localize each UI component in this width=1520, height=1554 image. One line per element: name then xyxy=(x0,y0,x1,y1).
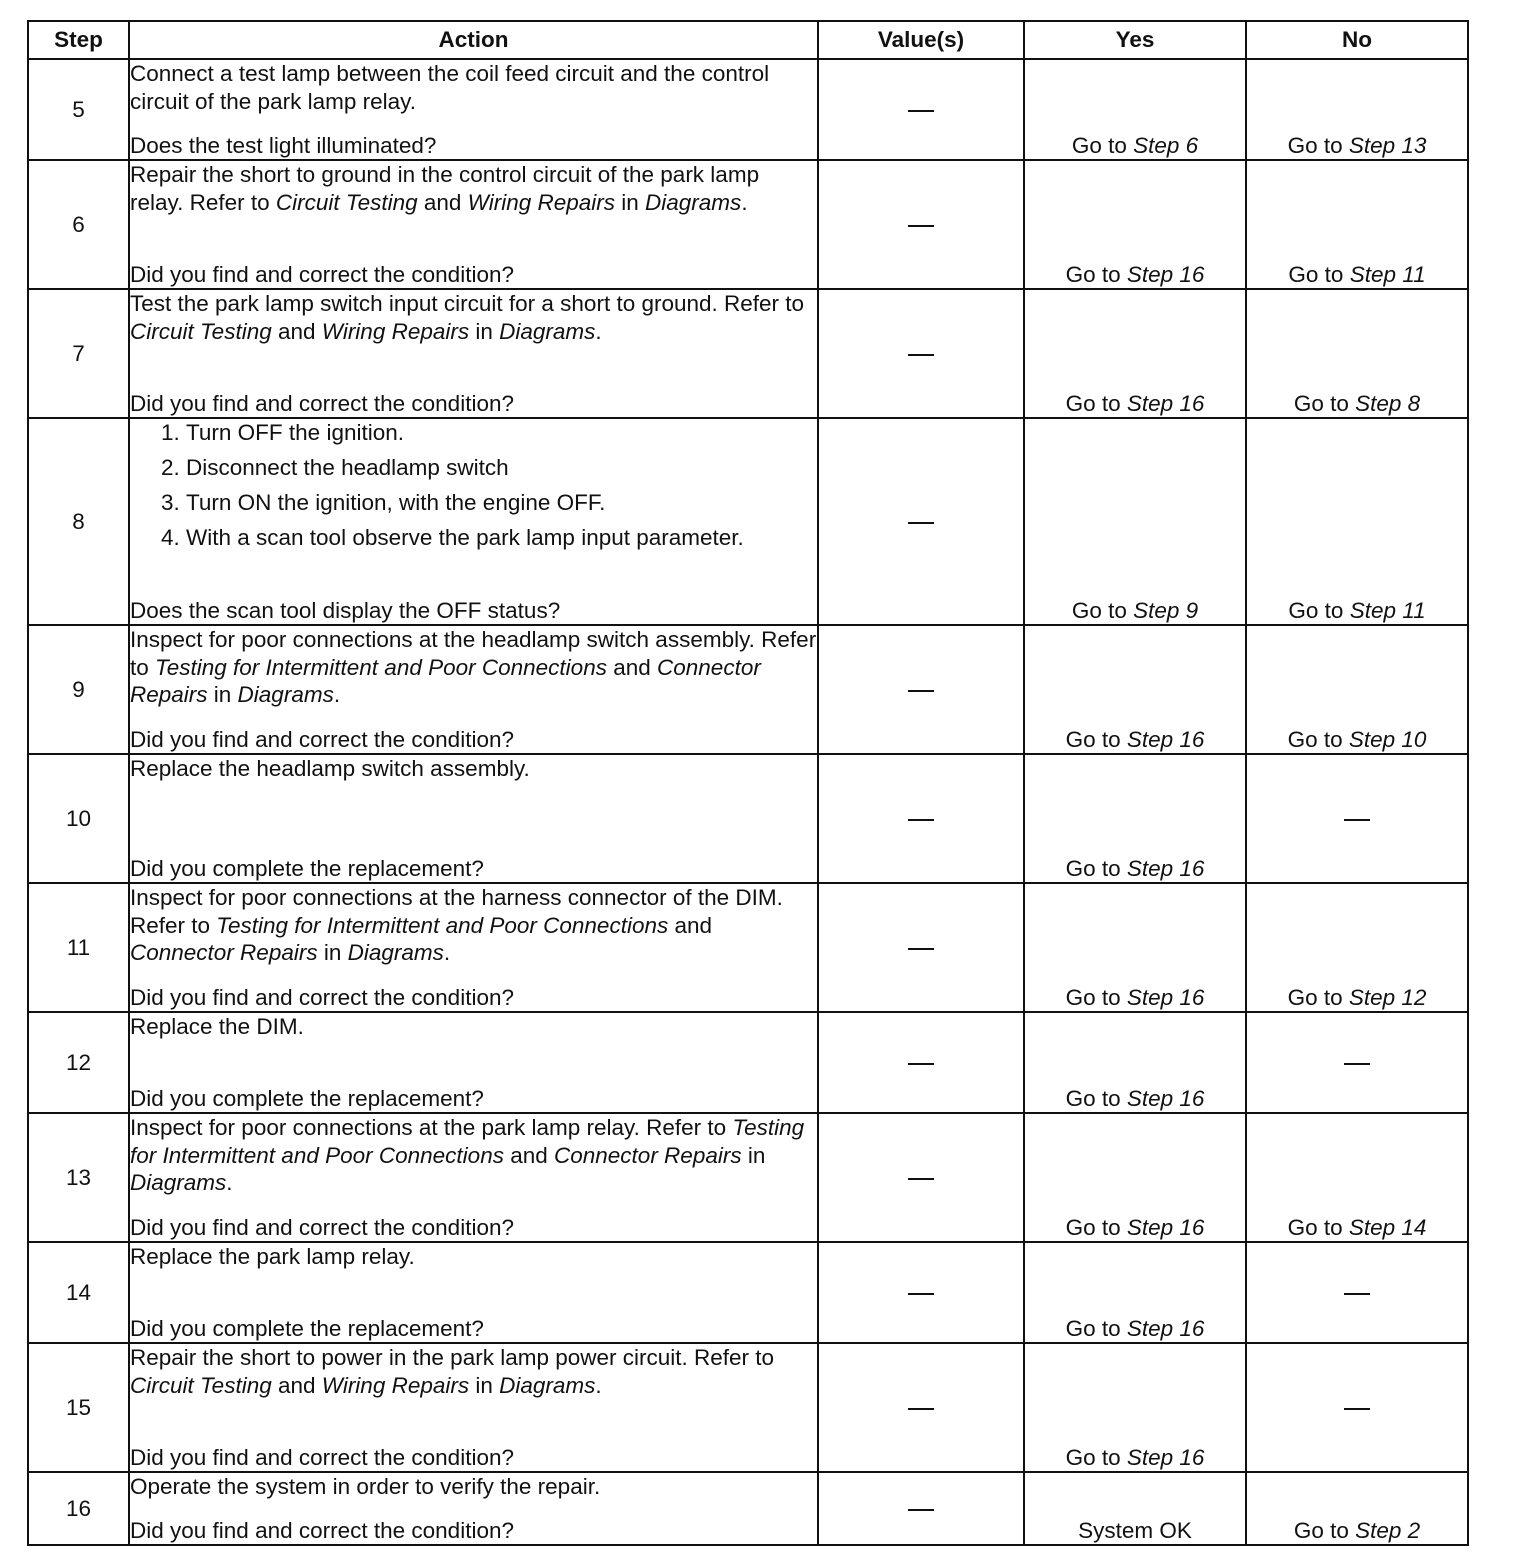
step-number: 8 xyxy=(28,418,129,625)
no-cell xyxy=(1246,625,1468,754)
yes-step-ref: Step 6 xyxy=(1133,133,1199,158)
instruction-text: in xyxy=(741,1142,766,1168)
table-body xyxy=(28,59,1468,1545)
action-cell xyxy=(129,289,818,418)
action-instruction xyxy=(130,1013,817,1041)
action-question: Did you complete the replacement? xyxy=(130,1315,484,1341)
no-cell xyxy=(1246,289,1468,418)
instruction-text: Connect a test lamp between the coil feed circuit and the control circuit of the park lamp relay. xyxy=(130,61,770,114)
values-cell xyxy=(818,59,1024,160)
header-row xyxy=(28,21,1468,59)
values-dash xyxy=(908,690,934,692)
action-content xyxy=(130,1243,817,1342)
no-goto-label: Go to xyxy=(1287,133,1349,158)
instruction-text: and xyxy=(503,1142,554,1168)
instruction-text: Inspect for poor connections at the park lamp relay. Refer to xyxy=(130,1115,733,1140)
step-number: 7 xyxy=(28,289,129,418)
no-cell xyxy=(1246,883,1468,1012)
header-no: No xyxy=(1246,21,1468,59)
action-cell xyxy=(129,883,818,1012)
action-content xyxy=(130,290,817,417)
action-question: Does the scan tool display the OFF status? xyxy=(130,597,561,623)
action-cell xyxy=(129,1343,818,1472)
values-dash xyxy=(908,1178,934,1180)
header-values: Value(s) xyxy=(818,21,1024,59)
reference-link-text: Diagrams xyxy=(499,1372,596,1398)
yes-step-ref: Step 16 xyxy=(1126,1215,1205,1240)
no-cell xyxy=(1246,1472,1468,1545)
yes-cell xyxy=(1024,59,1246,160)
no-cell xyxy=(1246,1113,1468,1242)
reference-link-text: Wiring Repairs xyxy=(321,318,470,344)
action-question: Did you find and correct the condition? xyxy=(130,390,514,416)
action-cell xyxy=(129,1472,818,1545)
action-instruction xyxy=(130,1473,817,1501)
yes-goto-label: Go to xyxy=(1065,1316,1127,1341)
action-step-item: 2. Disconnect the headlamp switch xyxy=(186,454,817,482)
instruction-text: Replace the headlamp switch assembly. xyxy=(130,756,530,781)
yes-goto-label: Go to xyxy=(1065,856,1127,881)
yes-goto-label: Go to xyxy=(1065,1215,1127,1240)
yes-step-ref: Step 16 xyxy=(1126,391,1205,416)
step-number: 15 xyxy=(28,1343,129,1472)
no-goto-label: Go to xyxy=(1287,985,1349,1010)
instruction-text: Operate the system in order to verify the repair. xyxy=(130,1474,601,1499)
instruction-text: . xyxy=(443,940,451,965)
reference-link-text: Diagrams xyxy=(237,682,334,707)
values-dash xyxy=(908,948,934,950)
instruction-text: in xyxy=(317,940,348,965)
step-number: 5 xyxy=(28,59,129,160)
action-instruction xyxy=(130,161,817,216)
reference-link-text: Testing for Intermittent and Poor Connections xyxy=(155,654,607,680)
yes-text: System OK xyxy=(1078,1518,1192,1543)
action-instruction xyxy=(130,1114,817,1197)
yes-goto-label: Go to xyxy=(1065,985,1127,1010)
action-instruction xyxy=(130,884,817,967)
values-cell xyxy=(818,289,1024,418)
yes-goto-label: Go to xyxy=(1065,1445,1127,1470)
instruction-text: and xyxy=(271,318,322,344)
yes-step-ref: Step 16 xyxy=(1126,262,1205,287)
action-cell xyxy=(129,1113,818,1242)
no-cell xyxy=(1246,1343,1468,1472)
yes-cell xyxy=(1024,1472,1246,1545)
action-content xyxy=(130,60,817,159)
action-question: Does the test light illuminated? xyxy=(130,132,437,158)
values-dash xyxy=(908,1509,934,1511)
action-instruction xyxy=(130,290,817,345)
reference-link-text: Connector Repairs xyxy=(554,1142,742,1168)
values-cell xyxy=(818,1113,1024,1242)
yes-step-ref: Step 9 xyxy=(1133,598,1199,623)
table-row xyxy=(28,1343,1468,1472)
action-question: Did you find and correct the condition? xyxy=(130,1517,514,1543)
yes-goto-label: Go to xyxy=(1065,391,1127,416)
table-row xyxy=(28,1113,1468,1242)
no-goto-label: Go to xyxy=(1293,391,1356,416)
step-number: 6 xyxy=(28,160,129,289)
reference-link-text: Wiring Repairs xyxy=(467,189,616,215)
instruction-text: Inspect for poor connections at the harness connector of the DIM. Refer to xyxy=(130,885,783,938)
table-row xyxy=(28,160,1468,289)
no-cell xyxy=(1246,1012,1468,1113)
reference-link-text: Diagrams xyxy=(130,1170,227,1195)
table-row xyxy=(28,59,1468,160)
instruction-text: Repair the short to power in the park lamp power circuit. Refer to xyxy=(130,1345,775,1370)
action-question: Did you find and correct the condition? xyxy=(130,726,514,752)
yes-cell xyxy=(1024,754,1246,883)
instruction-text: Replace the park lamp relay. xyxy=(130,1244,415,1269)
values-dash xyxy=(908,354,934,356)
yes-step-ref: Step 16 xyxy=(1126,1086,1205,1111)
no-dash xyxy=(1344,819,1370,821)
action-content xyxy=(130,1344,817,1471)
instruction-text: and xyxy=(668,912,713,938)
instruction-text: in xyxy=(469,1372,500,1398)
yes-goto-label: Go to xyxy=(1065,1086,1127,1111)
action-step-item: 1. Turn OFF the ignition. xyxy=(186,419,817,447)
reference-link-text: Circuit Testing xyxy=(130,318,272,344)
instruction-text: Test the park lamp switch input circuit for a short to ground. Refer to xyxy=(130,291,805,316)
no-goto-label: Go to xyxy=(1287,727,1349,752)
action-question: Did you find and correct the condition? xyxy=(130,261,514,287)
yes-cell xyxy=(1024,160,1246,289)
yes-cell xyxy=(1024,1113,1246,1242)
values-cell xyxy=(818,1012,1024,1113)
no-step-ref: Step 8 xyxy=(1355,391,1421,416)
header-yes: Yes xyxy=(1024,21,1246,59)
yes-step-ref: Step 16 xyxy=(1126,1445,1205,1470)
yes-cell xyxy=(1024,1343,1246,1472)
instruction-text: . xyxy=(595,318,602,344)
step-number: 16 xyxy=(28,1472,129,1545)
yes-goto-label: Go to xyxy=(1071,598,1134,623)
action-content xyxy=(130,755,817,882)
reference-link-text: Wiring Repairs xyxy=(321,1372,470,1398)
no-goto-label: Go to xyxy=(1288,598,1350,623)
instruction-text: . xyxy=(226,1170,233,1195)
reference-link-text: Diagrams xyxy=(499,318,596,344)
action-content xyxy=(130,419,817,624)
action-question: Did you find and correct the condition? xyxy=(130,984,514,1010)
no-cell xyxy=(1246,418,1468,625)
values-dash xyxy=(908,225,934,227)
diagnostic-table xyxy=(27,20,1469,1546)
yes-step-ref: Step 16 xyxy=(1126,985,1205,1010)
reference-link-text: Diagrams xyxy=(347,940,444,965)
no-step-ref: Step 12 xyxy=(1348,985,1427,1010)
yes-cell xyxy=(1024,289,1246,418)
action-cell xyxy=(129,160,818,289)
step-number: 9 xyxy=(28,625,129,754)
yes-cell xyxy=(1024,418,1246,625)
instruction-text: in xyxy=(615,189,646,215)
values-cell xyxy=(818,1472,1024,1545)
values-dash xyxy=(908,110,934,112)
no-step-ref: Step 11 xyxy=(1349,262,1426,287)
values-dash xyxy=(908,1408,934,1410)
yes-cell xyxy=(1024,625,1246,754)
reference-link-text: Testing for Intermittent and Poor Connections xyxy=(130,1115,805,1168)
action-instruction xyxy=(130,1243,817,1271)
action-cell xyxy=(129,754,818,883)
yes-step-ref: Step 16 xyxy=(1126,1316,1205,1341)
step-number: 12 xyxy=(28,1012,129,1113)
table-row xyxy=(28,418,1468,625)
yes-goto-label: Go to xyxy=(1065,262,1127,287)
action-instruction xyxy=(130,755,817,783)
values-cell xyxy=(818,883,1024,1012)
no-cell xyxy=(1246,160,1468,289)
values-cell xyxy=(818,1343,1024,1472)
no-goto-label: Go to xyxy=(1288,262,1350,287)
action-question: Did you complete the replacement? xyxy=(130,855,484,881)
header-action: Action xyxy=(129,21,818,59)
action-content xyxy=(130,1473,817,1544)
no-step-ref: Step 11 xyxy=(1349,598,1426,623)
values-cell xyxy=(818,625,1024,754)
table-row xyxy=(28,289,1468,418)
instruction-text: . xyxy=(333,682,341,707)
no-step-ref: Step 2 xyxy=(1355,1518,1421,1543)
values-dash xyxy=(908,819,934,821)
no-cell xyxy=(1246,1242,1468,1343)
action-question: Did you complete the replacement? xyxy=(130,1085,484,1111)
table-row xyxy=(28,883,1468,1012)
action-content xyxy=(130,626,817,753)
action-cell xyxy=(129,418,818,625)
table-row xyxy=(28,1242,1468,1343)
values-dash xyxy=(908,1063,934,1065)
action-step-item: 3. Turn ON the ignition, with the engine OFF. xyxy=(186,489,817,517)
values-cell xyxy=(818,418,1024,625)
step-number: 10 xyxy=(28,754,129,883)
action-instruction xyxy=(130,1344,817,1399)
step-number: 13 xyxy=(28,1113,129,1242)
instruction-text: and xyxy=(271,1372,322,1398)
no-dash xyxy=(1344,1408,1370,1410)
table-row xyxy=(28,1012,1468,1113)
instruction-text: and xyxy=(606,654,658,680)
yes-cell xyxy=(1024,883,1246,1012)
instruction-text: Inspect for poor connections at the headlamp switch assembly. Refer to xyxy=(130,627,817,680)
action-cell xyxy=(129,1012,818,1113)
action-step-item: 4. With a scan tool observe the park lamp input parameter. xyxy=(186,524,817,552)
values-cell xyxy=(818,160,1024,289)
action-content xyxy=(130,1114,817,1241)
yes-step-ref: Step 16 xyxy=(1126,727,1205,752)
instruction-text: in xyxy=(207,682,238,707)
no-step-ref: Step 10 xyxy=(1348,727,1427,752)
yes-cell xyxy=(1024,1242,1246,1343)
yes-goto-label: Go to xyxy=(1071,133,1134,158)
no-goto-label: Go to xyxy=(1287,1215,1349,1240)
yes-step-ref: Step 16 xyxy=(1126,856,1205,881)
reference-link-text: Circuit Testing xyxy=(275,189,418,215)
reference-link-text: Connector Repairs xyxy=(130,940,318,965)
reference-link-text: Diagrams xyxy=(645,189,742,215)
action-cell xyxy=(129,1242,818,1343)
no-dash xyxy=(1344,1293,1370,1295)
yes-cell xyxy=(1024,1012,1246,1113)
instruction-text: Replace the DIM. xyxy=(130,1014,304,1039)
instruction-text: in xyxy=(469,318,500,344)
action-content xyxy=(130,1013,817,1112)
values-cell xyxy=(818,1242,1024,1343)
reference-link-text: Connector Repairs xyxy=(130,654,761,707)
no-goto-label: Go to xyxy=(1293,1518,1356,1543)
reference-link-text: Circuit Testing xyxy=(130,1372,272,1398)
yes-goto-label: Go to xyxy=(1065,727,1127,752)
no-cell xyxy=(1246,59,1468,160)
table-row xyxy=(28,754,1468,883)
action-content xyxy=(130,161,817,288)
header-step: Step xyxy=(28,21,129,59)
no-step-ref: Step 14 xyxy=(1348,1215,1427,1240)
instruction-text: . xyxy=(595,1372,602,1398)
table-row xyxy=(28,625,1468,754)
no-cell xyxy=(1246,754,1468,883)
values-dash xyxy=(908,1293,934,1295)
values-dash xyxy=(908,522,934,524)
action-instruction xyxy=(130,626,817,709)
instruction-text: . xyxy=(741,189,748,215)
action-step-list xyxy=(130,419,817,559)
action-cell xyxy=(129,625,818,754)
values-cell xyxy=(818,754,1024,883)
no-step-ref: Step 13 xyxy=(1348,133,1427,158)
action-cell xyxy=(129,59,818,160)
action-question: Did you find and correct the condition? xyxy=(130,1214,514,1240)
action-question: Did you find and correct the condition? xyxy=(130,1444,514,1470)
step-number: 14 xyxy=(28,1242,129,1343)
step-number: 11 xyxy=(28,883,129,1012)
table-row xyxy=(28,1472,1468,1545)
no-dash xyxy=(1344,1063,1370,1065)
instruction-text: and xyxy=(417,189,468,215)
action-instruction xyxy=(130,60,817,115)
reference-link-text: Testing for Intermittent and Poor Connections xyxy=(216,912,669,938)
instruction-text: Repair the short to ground in the control circuit of the park lamp relay. Refer to xyxy=(130,162,760,215)
action-content xyxy=(130,884,817,1011)
